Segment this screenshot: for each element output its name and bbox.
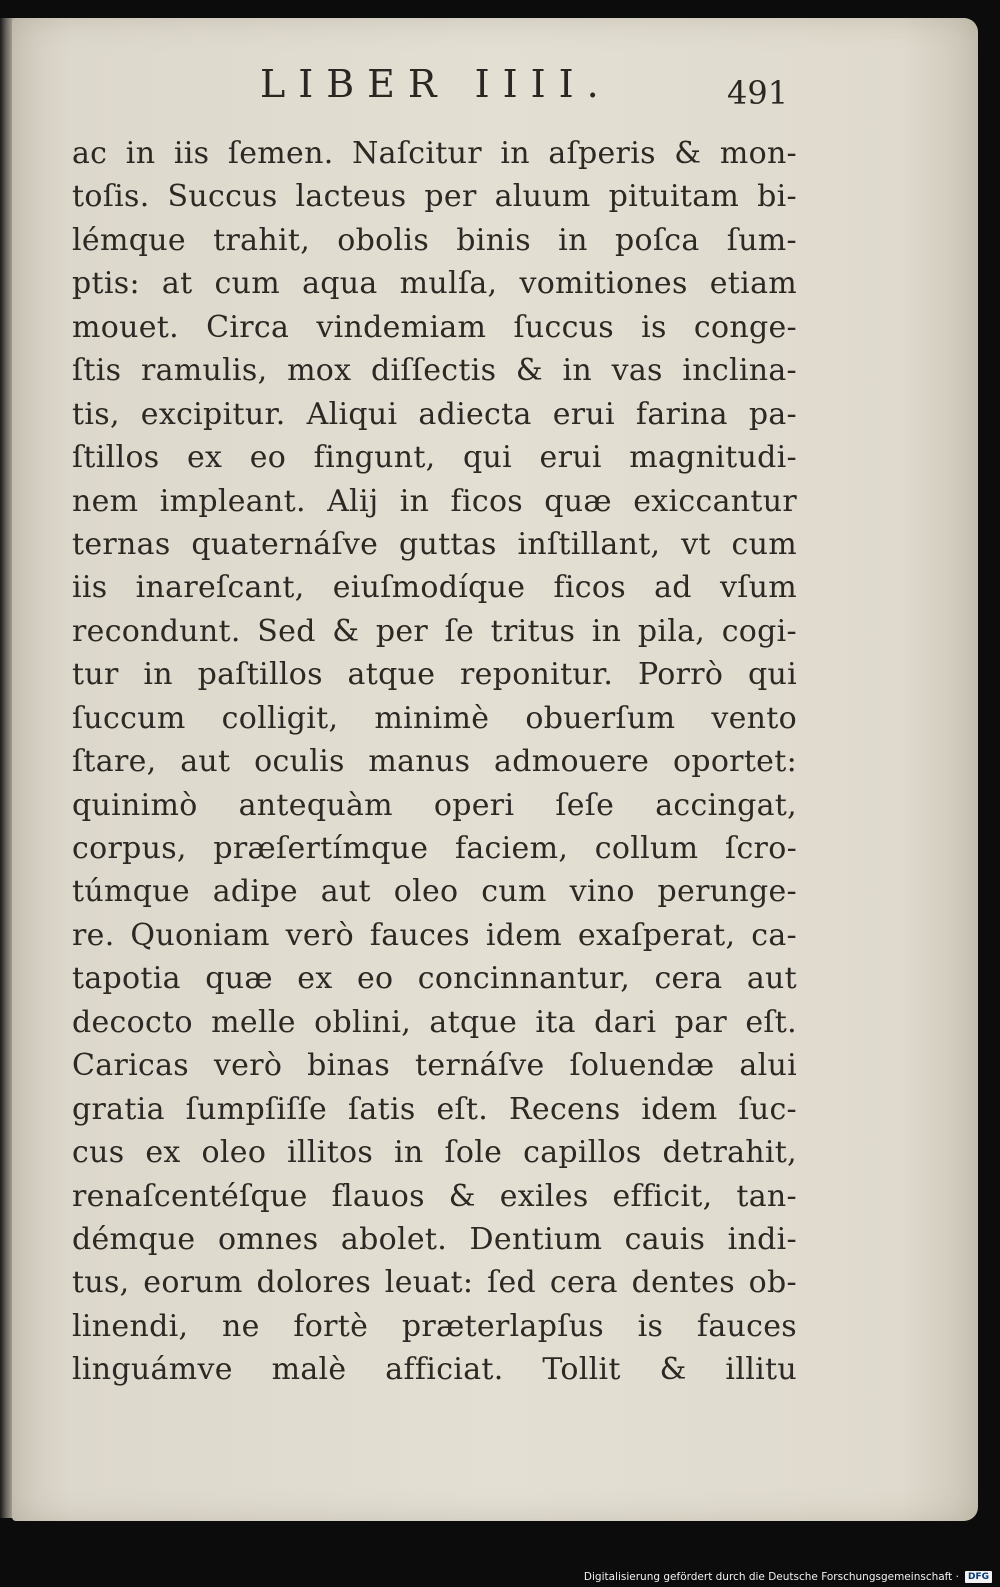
dfg-logo: DFG xyxy=(965,1571,992,1583)
text-line: linguámve malè afficiat. Tollit & illitu xyxy=(72,1352,797,1388)
text-line: iis inareſcant, eiuſmodíque ficos ad vſum xyxy=(72,570,797,606)
text-line: ſtillos ex eo fingunt, qui erui magnitudi- xyxy=(72,440,797,476)
text-line: tus, eorum dolores leuat: ſed cera dentes ob- xyxy=(72,1265,797,1301)
text-line: gratia ſumpſiſſe ſatis eſt. Recens idem ſuc- xyxy=(72,1091,797,1127)
text-line: túmque adipe aut oleo cum vino perunge- xyxy=(72,874,797,910)
text-line: quinimò antequàm operi ſeſe accingat, xyxy=(72,787,797,823)
text-line: toſis. Succus lacteus per aluum pituitam bi- xyxy=(72,179,797,215)
page-number: 491 xyxy=(727,74,789,112)
text-line: ternas quaternáſve guttas inſtillant, vt cum xyxy=(72,526,797,562)
running-head: LIBER IIII. xyxy=(260,62,612,106)
text-line: linendi, ne fortè præterlapſus is fauces xyxy=(72,1308,797,1344)
text-line: ſtis ramulis, mox diſſectis & in vas inclina- xyxy=(72,353,797,389)
text-line: démque omnes abolet. Dentium cauis indi- xyxy=(72,1221,797,1257)
text-line: ſuccum colligit, minimè obuerſum vento xyxy=(72,700,797,736)
text-line: ac in iis ſemen. Naſcitur in aſperis & mon- xyxy=(72,136,797,171)
text-line: lémque trahit, obolis binis in poſca ſum- xyxy=(72,222,797,258)
text-line: renaſcentéſque flauos & exiles efficit, tan- xyxy=(72,1178,797,1214)
text-line: mouet. Circa vindemiam ſuccus is conge- xyxy=(72,309,797,345)
text-line: decocto melle oblini, atque ita dari par eſt. xyxy=(72,1004,797,1040)
text-line: ptis: at cum aqua mulſa, vomitiones etiam xyxy=(72,266,797,302)
text-line: Caricas verò binas ternáſve ſoluendæ alui xyxy=(72,1048,797,1084)
text-line: corpus, præſertímque faciem, collum ſcro- xyxy=(72,831,797,866)
text-line: tur in paſtillos atque reponitur. Porrò qui xyxy=(72,657,797,693)
text-line: cus ex oleo illitos in ſole capillos detrahit, xyxy=(72,1135,797,1171)
text-line: re. Quoniam verò fauces idem exaſperat, ca- xyxy=(72,917,797,953)
digitization-credit xyxy=(584,1571,992,1583)
text-line: recondunt. Sed & per ſe tritus in pila, cogi- xyxy=(72,613,797,649)
text-line: tapotia quæ ex eo concinnantur, cera aut xyxy=(72,961,797,997)
text-line: tis, excipitur. Aliqui adiecta erui farina pa- xyxy=(72,396,797,432)
text-line: ſtare, aut oculis manus admouere oportet: xyxy=(72,744,797,780)
credit-text: Digitalisierung gefördert durch die Deutsche Forschungsgemeinschaft · xyxy=(583,1571,959,1583)
body-text xyxy=(72,132,797,1392)
text-line: nem impleant. Alij in ficos quæ exiccantur xyxy=(72,483,797,519)
